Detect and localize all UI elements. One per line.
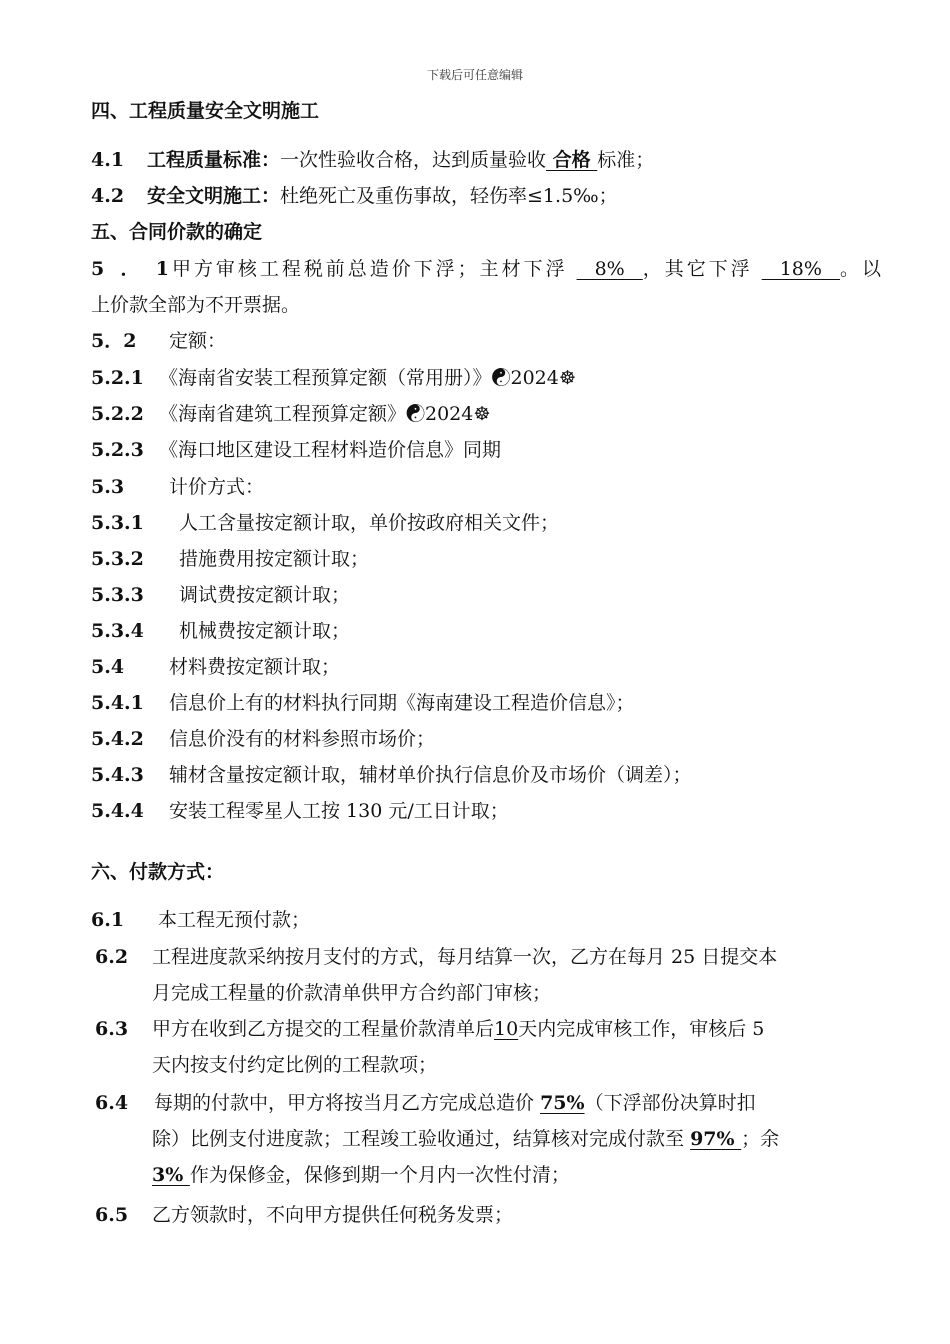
clause-5-3-3 [91, 577, 881, 613]
clause-5-4-3 [91, 757, 881, 793]
clause-6-3 [95, 1011, 877, 1047]
clause-text: 工程进度款采纳按月支付的方式，每月结算一次，乙方在每月 25 日提交本 [152, 946, 778, 968]
clause-text: 调试费按定额计取； [179, 584, 351, 606]
section-6-title: 六、付款方式： [91, 861, 225, 883]
clause-text: 辅材含量按定额计取，辅材单价执行信息价及市场价（调差）； [169, 764, 692, 786]
clause-6-4-cont [152, 1121, 877, 1157]
clause-number: 5.3.1 [91, 512, 144, 534]
clause-text: 信息价上有的材料执行同期《海南建设工程造价信息》； [169, 692, 635, 714]
clause-5-2-1 [91, 360, 881, 396]
clause-number: 4.1 [91, 149, 125, 171]
clause-text: 甲方审核工程税前总造价下浮；主材下浮 [169, 258, 568, 280]
clause-5-2-3 [91, 432, 881, 468]
clause-text: 定额： [169, 330, 227, 352]
clause-5-3-1 [91, 505, 881, 541]
clause-text: 《海南省安装工程预算定额（常用册）》☯2024☸ [159, 367, 576, 389]
clause-6-4 [95, 1085, 877, 1121]
clause-6-5 [95, 1197, 877, 1233]
clause-number: 5.4.4 [91, 800, 144, 822]
clause-number: 5．1 [91, 258, 169, 280]
clause-4-2 [91, 178, 881, 214]
clause-5-1 [91, 251, 881, 287]
quality-standard-value: 合格 [546, 149, 598, 171]
clause-6-1 [91, 902, 881, 938]
clause-text: 标准； [597, 149, 655, 171]
clause-text: 《海口地区建设工程材料造价信息》同期 [159, 439, 502, 461]
clause-number: 5.4.2 [91, 728, 144, 750]
review-days-value: 10 [494, 1018, 519, 1040]
clause-label: 工程质量标准： [147, 149, 281, 171]
clause-5-2-2 [91, 396, 881, 432]
clause-text: 安装工程零星人工按 130 元/工日计取； [169, 800, 509, 822]
clause-6-2-cont: 月完成工程量的价款清单供甲方合约部门审核； [152, 982, 552, 1004]
clause-number: 5.2.1 [91, 367, 144, 389]
clause-5-4-4 [91, 793, 881, 829]
progress-payment-percent: 75% [540, 1092, 585, 1114]
clause-number: 5.4.3 [91, 764, 144, 786]
clause-number: 6.2 [95, 946, 129, 968]
clause-text: ，其它下浮 [642, 258, 753, 280]
clause-text: 每期的付款中，甲方将按当月乙方完成总造价 [154, 1092, 535, 1114]
clause-number: 5.2.2 [91, 403, 144, 425]
clause-number: 6.3 [95, 1018, 129, 1040]
clause-number: 6.5 [95, 1204, 129, 1226]
clause-number: 5.2.3 [91, 439, 144, 461]
clause-number: 5．2 [91, 330, 137, 352]
clause-text: 信息价没有的材料参照市场价； [169, 728, 436, 750]
settlement-payment-percent: 97% [690, 1128, 742, 1150]
clause-number: 5.4.1 [91, 692, 144, 714]
clause-text: 杜绝死亡及重伤事故，轻伤率≤1.5‰； [280, 185, 618, 207]
clause-text: 《海南省建筑工程预算定额》☯2024☸ [159, 403, 491, 425]
section-5-title: 五、合同价款的确定 [91, 221, 263, 243]
clause-text: 人工含量按定额计取，单价按政府相关文件； [179, 512, 560, 534]
clause-5-4 [91, 649, 881, 685]
clause-5-3-2 [91, 541, 881, 577]
clause-number: 5.3 [91, 476, 125, 498]
clause-4-1 [91, 142, 881, 178]
clause-text: 机械费按定额计取； [179, 620, 351, 642]
clause-number: 4.2 [91, 185, 125, 207]
clause-text: 本工程无预付款； [158, 909, 311, 931]
main-material-discount: 8% [576, 258, 643, 280]
clause-text: （下浮部份决算时扣 [584, 1092, 756, 1114]
clause-5-3-4 [91, 613, 881, 649]
clause-text: 作为保修金，保修到期一个月内一次性付清； [189, 1164, 570, 1186]
clause-number: 5.4 [91, 656, 125, 678]
clause-text: 甲方在收到乙方提交的工程量价款清单后 [152, 1018, 495, 1040]
clause-number: 6.1 [91, 909, 125, 931]
section-4-title: 四、工程质量安全文明施工 [91, 100, 320, 122]
clause-number: 5.3.4 [91, 620, 144, 642]
other-discount: 18% [761, 258, 840, 280]
clause-5-1-cont: 上价款全部为不开票据。 [91, 294, 301, 316]
clause-5-4-1 [91, 685, 881, 721]
clause-6-4-cont2 [152, 1157, 877, 1193]
clause-text: 乙方领款时，不向甲方提供任何税务发票； [152, 1204, 514, 1226]
clause-number: 5.3.3 [91, 584, 144, 606]
clause-text: 一次性验收合格，达到质量验收 [280, 149, 547, 171]
clause-number: 5.3.2 [91, 548, 144, 570]
clause-text: ；余 [741, 1128, 780, 1150]
clause-5-2 [91, 323, 881, 359]
clause-text: 措施费用按定额计取； [179, 548, 370, 570]
clause-text: 天内完成审核工作，审核后 5 [518, 1018, 765, 1040]
clause-text: 除）比例支付进度款；工程竣工验收通过，结算核对完成付款至 [152, 1128, 685, 1150]
retention-percent: 3% [152, 1164, 190, 1186]
clause-6-3-cont: 天内按支付约定比例的工程款项； [152, 1054, 438, 1076]
page-header: 下载后可任意编辑 [426, 68, 523, 82]
clause-6-2 [95, 939, 877, 975]
clause-5-4-2 [91, 721, 881, 757]
clause-number: 6.4 [95, 1092, 129, 1114]
clause-text: 材料费按定额计取； [169, 656, 341, 678]
clause-text: 。以 [839, 258, 881, 280]
clause-text: 计价方式： [169, 476, 265, 498]
clause-label: 安全文明施工： [147, 185, 281, 207]
clause-5-3 [91, 469, 881, 505]
